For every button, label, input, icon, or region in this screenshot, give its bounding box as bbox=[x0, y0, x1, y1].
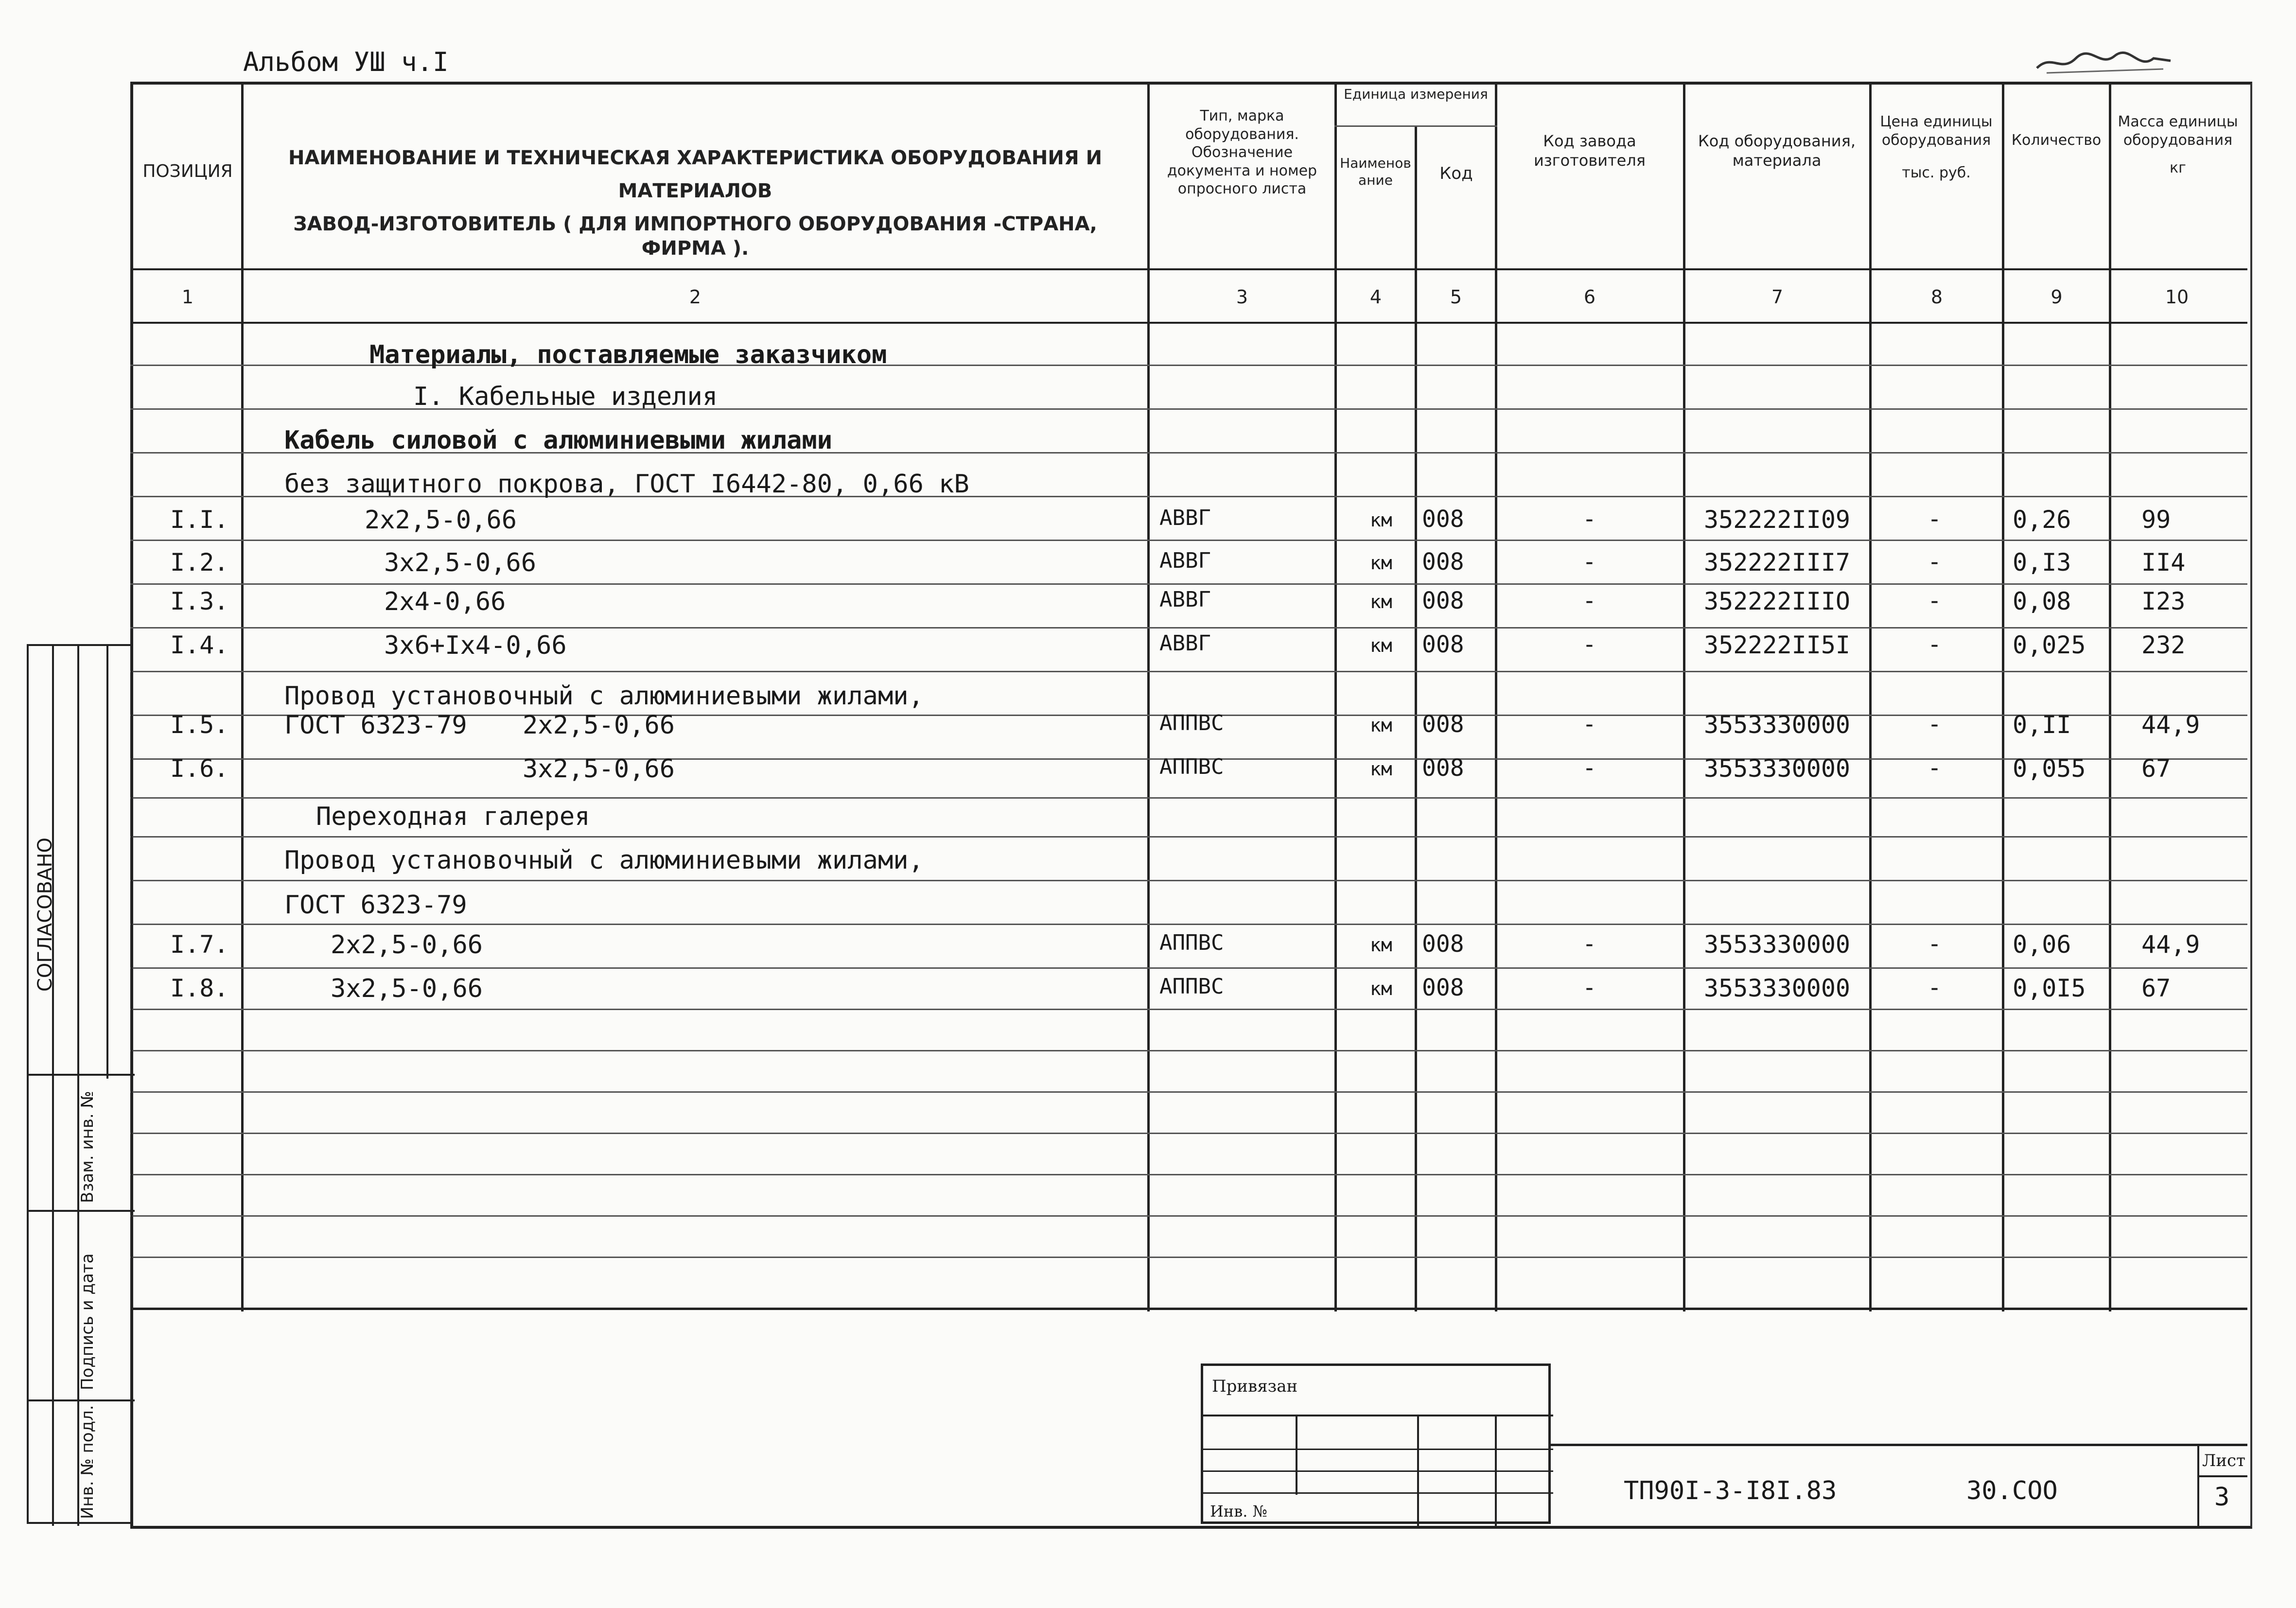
inv-label: Инв. № bbox=[1210, 1502, 1267, 1521]
main-stamp bbox=[1551, 1444, 2247, 1524]
item-factory-code: - bbox=[1582, 631, 1596, 658]
section-code: 30.СОО bbox=[1966, 1476, 2058, 1505]
colnum-7: 7 bbox=[1771, 286, 1784, 308]
binding-rule bbox=[1495, 1415, 1497, 1526]
binding-rule bbox=[1203, 1470, 1553, 1472]
row-rule bbox=[130, 1257, 2247, 1258]
item-material-code: 352222II5I bbox=[1704, 631, 1851, 659]
header-position: ПОЗИЦИЯ bbox=[142, 161, 233, 181]
item-price: - bbox=[1928, 754, 1942, 782]
side-stamp bbox=[27, 644, 133, 1524]
colnum-4: 4 bbox=[1369, 286, 1382, 308]
header-mass-unit: кг bbox=[2170, 159, 2186, 176]
item-name: 2x4-0,66 bbox=[384, 587, 506, 616]
item-position: I.2. bbox=[170, 548, 229, 577]
header-factory-code: Код завода изготовителя bbox=[1533, 132, 1646, 170]
item-position: I.4. bbox=[170, 631, 229, 659]
signature-date-label: Подпись и дата bbox=[78, 1253, 97, 1390]
sheet-label: Лист bbox=[2202, 1451, 2245, 1470]
text-row-install-wire-1: Провод установочный с алюминиевыми жилами, bbox=[284, 682, 924, 711]
item-qty: 0,26 bbox=[2013, 506, 2071, 534]
text-row-install-wire-2: Провод установочный с алюминиевыми жилами, bbox=[284, 846, 924, 875]
item-qty: 0,055 bbox=[2013, 754, 2086, 783]
item-mass: 44,9 bbox=[2141, 930, 2200, 959]
item-mass: 67 bbox=[2141, 754, 2171, 783]
item-position: I.7. bbox=[170, 930, 229, 959]
header-name-line3: ЗАВОД-ИЗГОТОВИТЕЛЬ ( ДЛЯ ИМПОРТНОГО ОБОРУДОВАНИЯ -СТРАНА, ФИРМА ). bbox=[293, 213, 1097, 260]
item-type: АВВГ bbox=[1159, 631, 1211, 656]
item-mass: 44,9 bbox=[2141, 711, 2200, 739]
binding-rule bbox=[1296, 1415, 1297, 1495]
item-unit-code: 008 bbox=[1422, 548, 1464, 576]
binding-box bbox=[1201, 1363, 1551, 1524]
binding-rule bbox=[1203, 1492, 1553, 1494]
item-unit-code: 008 bbox=[1422, 754, 1464, 782]
header-type: Тип, марка оборудования. Обозначение документа и номер опросного листа bbox=[1167, 107, 1317, 197]
item-type: АППВС bbox=[1159, 974, 1224, 999]
corner-signature bbox=[2032, 44, 2178, 83]
binding-rule bbox=[1203, 1415, 1553, 1416]
item-name: 3x2,5-0,66 bbox=[523, 754, 675, 784]
header-name bbox=[248, 146, 1142, 261]
sheet-number: 3 bbox=[2214, 1483, 2230, 1512]
item-qty: 0,I3 bbox=[2013, 548, 2071, 577]
item-position: I.5. bbox=[170, 711, 229, 739]
item-factory-code: - bbox=[1582, 930, 1596, 958]
item-mass: 232 bbox=[2141, 631, 2186, 659]
item-unit-code: 008 bbox=[1422, 587, 1464, 614]
colnum-2: 2 bbox=[689, 286, 701, 308]
row-rule bbox=[130, 1050, 2247, 1051]
item-price: - bbox=[1928, 506, 1942, 533]
side-stamp-divider bbox=[77, 646, 79, 1526]
item-unit-code: 008 bbox=[1422, 631, 1464, 658]
row-rule bbox=[130, 967, 2247, 969]
row-rule bbox=[130, 1308, 2247, 1310]
side-stamp-divider bbox=[52, 646, 54, 1526]
item-price: - bbox=[1928, 974, 1942, 1001]
header-material-code: Код оборудования, материала bbox=[1698, 132, 1856, 170]
item-unit: км bbox=[1370, 978, 1392, 999]
item-name-prefix: ГОСТ 6323-79 bbox=[284, 711, 467, 740]
text-row-materials: Материалы, поставляемые заказчиком bbox=[369, 340, 887, 369]
text-row-no-cover: без защитного покрова, ГОСТ I6442-80, 0,66 кВ bbox=[284, 470, 969, 499]
item-price: - bbox=[1928, 711, 1942, 738]
item-price: - bbox=[1928, 930, 1942, 958]
item-name: 3x6+Ix4-0,66 bbox=[384, 631, 567, 660]
item-qty: 0,025 bbox=[2013, 631, 2086, 659]
item-price: - bbox=[1928, 548, 1942, 576]
col-divider bbox=[1495, 82, 1497, 1311]
side-stamp-divider bbox=[29, 1210, 135, 1212]
col-divider bbox=[1334, 82, 1337, 1311]
colnum-1: 1 bbox=[181, 286, 194, 308]
item-qty: 0,II bbox=[2013, 711, 2071, 739]
colnum-6: 6 bbox=[1583, 286, 1596, 308]
item-name: 3x2,5-0,66 bbox=[331, 974, 483, 1003]
binding-rule bbox=[1417, 1415, 1419, 1526]
item-position: I.6. bbox=[170, 754, 229, 783]
item-position: I.3. bbox=[170, 587, 229, 615]
item-factory-code: - bbox=[1582, 506, 1596, 533]
header-qty: Количество bbox=[2011, 132, 2102, 149]
header-unit-name: Наименование bbox=[1340, 155, 1411, 188]
item-name: 2x2,5-0,66 bbox=[523, 711, 675, 740]
binding-label: Привязан bbox=[1212, 1377, 1298, 1396]
row-rule bbox=[130, 1215, 2247, 1217]
item-price: - bbox=[1928, 587, 1942, 614]
item-material-code: 3553330000 bbox=[1704, 974, 1851, 1002]
item-factory-code: - bbox=[1582, 754, 1596, 782]
item-unit: км bbox=[1370, 552, 1392, 574]
sheet-box-divider bbox=[2197, 1446, 2199, 1526]
colnum-8: 8 bbox=[1930, 286, 1943, 308]
item-type: АВВГ bbox=[1159, 587, 1211, 612]
header-price-label: Цена единицы оборудования bbox=[1880, 113, 1993, 149]
header-name-line1: НАИМЕНОВАНИЕ И ТЕХНИЧЕСКАЯ ХАРАКТЕРИСТИКА ОБОРУДОВАНИЯ И bbox=[288, 147, 1103, 169]
item-factory-code: - bbox=[1582, 587, 1596, 614]
item-material-code: 3553330000 bbox=[1704, 711, 1851, 739]
side-stamp-divider bbox=[29, 1074, 135, 1076]
text-row-gallery: Переходная галерея bbox=[316, 802, 590, 831]
item-unit: км bbox=[1370, 635, 1392, 656]
item-qty: 0,0I5 bbox=[2013, 974, 2086, 1002]
text-row-cable-products: I. Кабельные изделия bbox=[413, 382, 718, 411]
item-qty: 0,08 bbox=[2013, 587, 2071, 615]
item-unit: км bbox=[1370, 715, 1392, 736]
col-divider bbox=[1683, 82, 1685, 1311]
item-factory-code: - bbox=[1582, 974, 1596, 1001]
item-type: АППВС bbox=[1159, 754, 1224, 779]
item-qty: 0,06 bbox=[2013, 930, 2071, 959]
album-label: Альбом УШ ч.I bbox=[243, 47, 449, 77]
header-unit-group: Единица измерения bbox=[1344, 86, 1488, 102]
item-factory-code: - bbox=[1582, 711, 1596, 738]
item-type: АВВГ bbox=[1159, 548, 1211, 573]
item-unit-code: 008 bbox=[1422, 506, 1464, 533]
item-mass: II4 bbox=[2141, 548, 2186, 577]
doc-code: ТП90I-3-I8I.83 bbox=[1624, 1476, 1837, 1505]
item-type: АППВС bbox=[1159, 711, 1224, 735]
item-name: 2x2,5-0,66 bbox=[331, 930, 483, 960]
item-unit: км bbox=[1370, 509, 1392, 531]
row-rule bbox=[130, 583, 2247, 585]
row-rule bbox=[130, 627, 2247, 629]
text-row-gost: ГОСТ 6323-79 bbox=[284, 891, 467, 920]
item-material-code: 352222IIIO bbox=[1704, 587, 1851, 615]
item-type: АВВГ bbox=[1159, 506, 1211, 530]
row-rule bbox=[130, 671, 2247, 672]
colnum-bottom-rule bbox=[130, 322, 2247, 324]
header-price bbox=[1875, 113, 1997, 182]
header-unit-code: Код bbox=[1439, 164, 1473, 183]
row-rule bbox=[130, 540, 2247, 541]
item-material-code: 3553330000 bbox=[1704, 930, 1851, 959]
item-unit-code: 008 bbox=[1422, 930, 1464, 958]
text-row-power-cable: Кабель силовой с алюминиевыми жилами bbox=[284, 426, 833, 455]
row-rule bbox=[130, 836, 2247, 838]
colnum-3: 3 bbox=[1236, 286, 1248, 308]
item-name: 3x2,5-0,66 bbox=[384, 548, 537, 577]
item-mass: 67 bbox=[2141, 974, 2171, 1002]
row-rule bbox=[130, 880, 2247, 881]
item-position: I.8. bbox=[170, 974, 229, 1002]
item-name: 2x2,5-0,66 bbox=[365, 506, 517, 535]
header-price-unit: тыс. руб. bbox=[1902, 164, 1971, 181]
col-divider bbox=[2002, 82, 2004, 1311]
row-rule bbox=[130, 1174, 2247, 1175]
item-material-code: 352222III7 bbox=[1704, 548, 1851, 577]
item-unit: км bbox=[1370, 591, 1392, 612]
item-type: АППВС bbox=[1159, 930, 1224, 955]
item-position: I.I. bbox=[170, 506, 229, 534]
item-unit: км bbox=[1370, 758, 1392, 780]
item-unit: км bbox=[1370, 934, 1392, 956]
row-rule bbox=[130, 924, 2247, 925]
inv-replace-label: Взам. инв. № bbox=[78, 1091, 97, 1203]
col-divider bbox=[241, 82, 244, 1311]
header-mass-label: Масса единицы оборудования bbox=[2118, 113, 2238, 149]
colnum-10: 10 bbox=[2165, 286, 2189, 308]
item-material-code: 3553330000 bbox=[1704, 754, 1851, 783]
agreed-label: СОГЛАСОВАНО bbox=[34, 837, 56, 992]
item-mass: 99 bbox=[2141, 506, 2171, 534]
side-stamp-divider bbox=[106, 646, 108, 1079]
item-mass: I23 bbox=[2141, 587, 2186, 615]
item-unit-code: 008 bbox=[1422, 711, 1464, 738]
header-bottom-rule bbox=[130, 268, 2247, 270]
binding-rule bbox=[1203, 1449, 1553, 1450]
item-price: - bbox=[1928, 631, 1942, 658]
row-rule bbox=[130, 1009, 2247, 1010]
row-rule bbox=[130, 1091, 2247, 1093]
item-unit-code: 008 bbox=[1422, 974, 1464, 1001]
colnum-5: 5 bbox=[1450, 286, 1462, 308]
header-mass bbox=[2112, 113, 2243, 177]
row-rule bbox=[130, 1133, 2247, 1134]
side-stamp-divider bbox=[29, 1399, 135, 1401]
col-divider bbox=[1869, 82, 1872, 1311]
unit-subheader-line bbox=[1334, 125, 1497, 127]
colnum-9: 9 bbox=[2051, 286, 2063, 308]
item-factory-code: - bbox=[1582, 548, 1596, 576]
row-rule bbox=[130, 797, 2247, 799]
item-material-code: 352222II09 bbox=[1704, 506, 1851, 534]
col-divider bbox=[2109, 82, 2111, 1311]
header-name-line2: МАТЕРИАЛОВ bbox=[618, 180, 772, 202]
sheet-box-divider bbox=[2197, 1475, 2247, 1477]
col-divider bbox=[1147, 82, 1150, 1311]
inv-original-label: Инв. № подл. bbox=[78, 1405, 97, 1519]
